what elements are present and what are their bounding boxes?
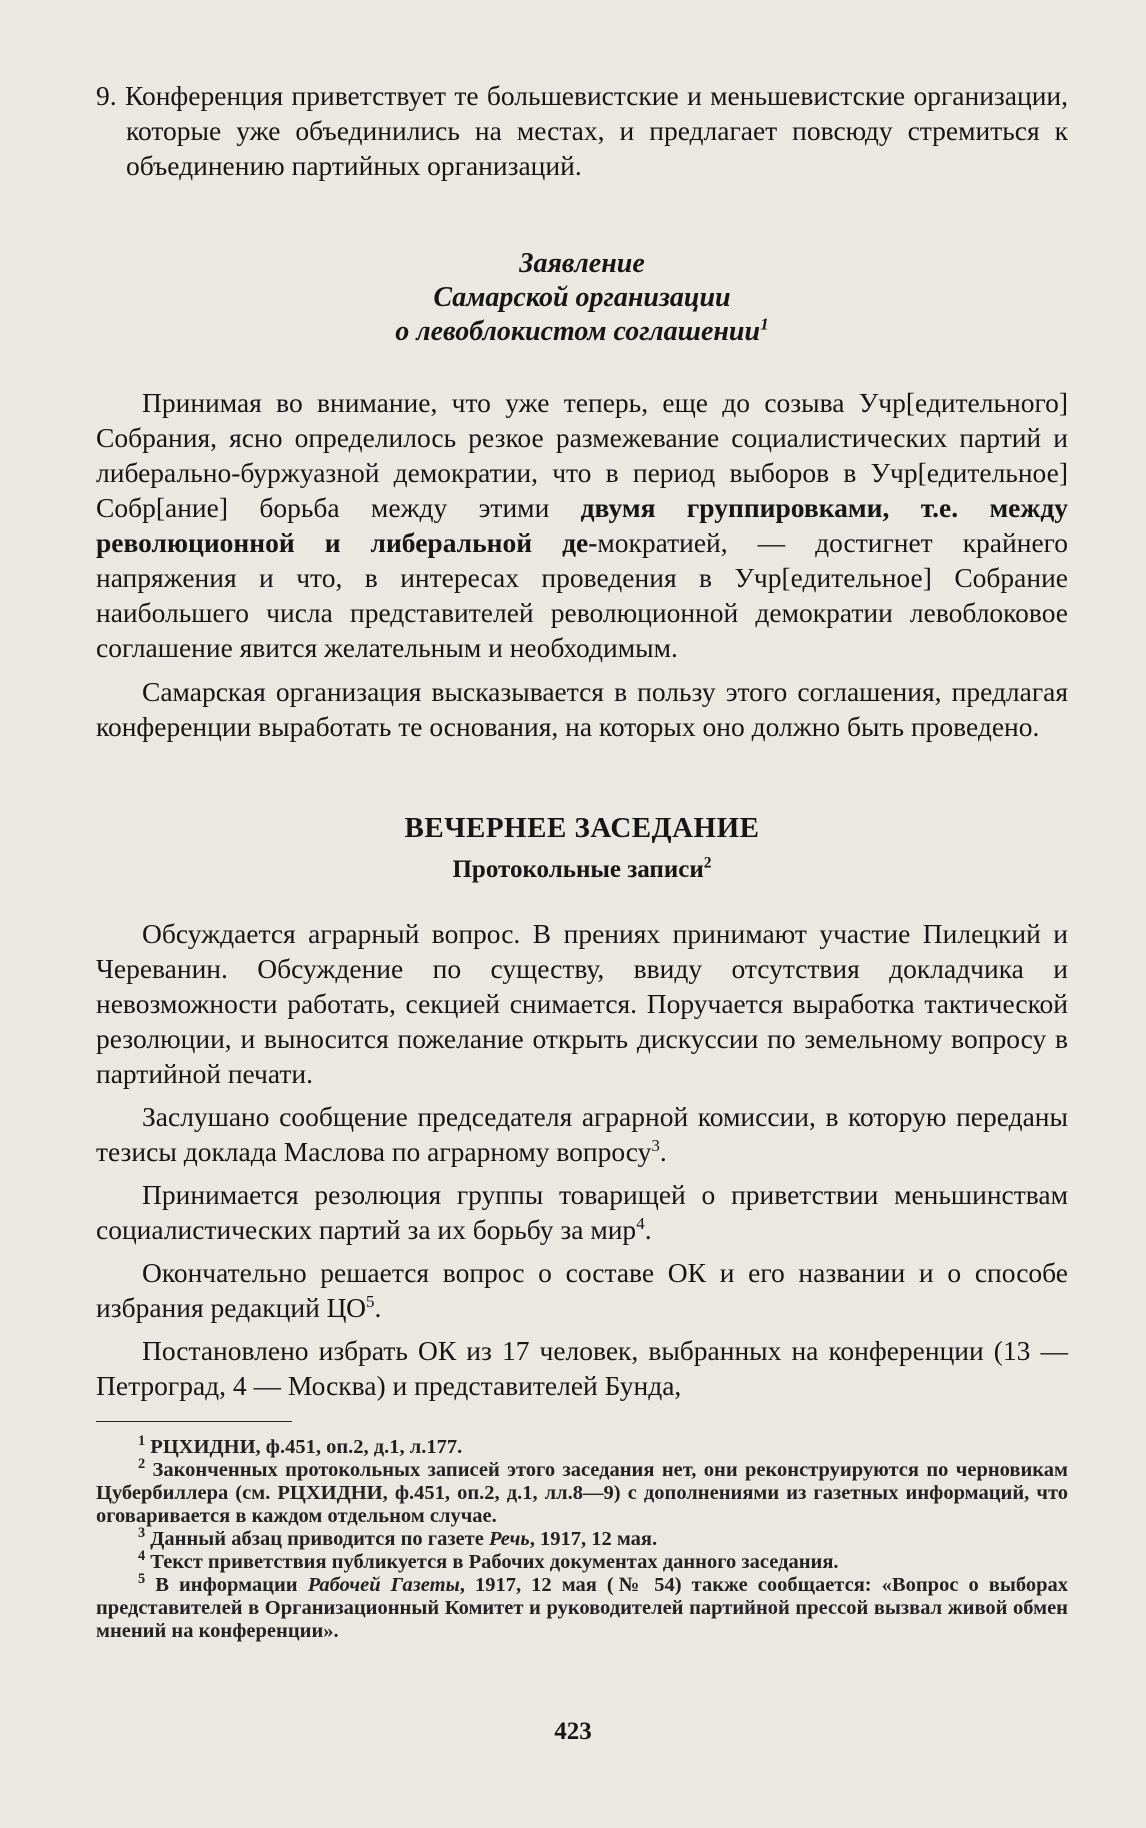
footnote-ref-4: 4 [636,1213,645,1233]
statement-paragraph-2: Самарская организация высказывается в пользу этого соглашения, предлагая конференции выработать те основания, на которых оно должно быть проведено. [96,676,1068,742]
statement-p1-part-b: двумя группировками, т.е. между революционной и либеральной де- [96,492,1068,558]
evening-paragraph-4: Окончательно решается вопрос о составе ОК и его названии и о способе избрания редакций $ЦО^5$. [96,1257,1068,1323]
page-number: 423 [554,1718,592,1745]
evening-paragraph-1: Обсуждается аграрный вопрос. В прениях принимают участие Пилецкий и Череванин. Обсуждение по существу, ввиду отсутствия докладчика и невозможности работать, секцией снимается. Поручается выработка тактической резолюции, и выносится пожелание открыть дискуссии по земельному вопросу в партийной печати. [96,918,1068,1089]
statement-title-line-3 [96,315,1068,349]
evening-paragraph-3: Принимается резолюция группы товарищей о приветствии меньшинствам социалистических партий за их борьбу за мир$^4$. [96,1179,1068,1245]
footnote-3-post: , 1917, 12 мая. [529,1528,658,1550]
item-9-paragraph: 9. Конференция приветствует те большевистские и меньшевистские организации, которые уже объединились на местах, и предлагает повсюду стремиться к объединению партийных организаций. [96,80,1068,181]
statement-paragraph-1 [96,385,1068,665]
footnote-ref-2: 2 [703,854,712,872]
footnote-1-text: РЦХИДНИ, ф.451, оп.2, д.1, л.177. [150,1436,463,1458]
protocol-notes-subtitle [96,854,1068,886]
evening-paragraph-2: Заслушано сообщение председателя аграрной комиссии, в которую переданы тезисы доклада Маслова по аграрному вопросу$^3$. [96,1101,1068,1167]
footnote-number-5: 5 [138,1571,146,1588]
footnote-5 [96,1571,1068,1643]
footnote-ref-5: 5 [366,1291,375,1311]
footnote-3 [96,1525,1068,1551]
evening-paragraph-5: Постановлено избрать ОК из 17 человек, выбранных на конференции (13 — Петроград, 4 — Москва) и представителей Бунда, [96,1335,1068,1401]
page-content [96,78,1068,1643]
footnote-5-source: Рабочей Газеты [307,1574,460,1596]
footnote-3-source: Речь [488,1528,530,1550]
footnote-5-post: , 1917, 12 мая (№ 54) также сообщается: «Вопрос о выборах представителей в Организационный Комитет и руководителей партийной прессой вызвал живой обмен мнений на конференции». [96,1574,1068,1642]
footnote-number-1: 1 [138,1433,146,1450]
statement-p1-part-c: мократией, — достигнет крайнего напряжения и что, в интересах проведения в Учр[едительное] Собрание наибольшего числа представителей революционной демократии левоблоковое соглашение явится желательным и необходимым. [96,527,1068,663]
footnote-number-3: 3 [138,1525,146,1542]
evening-p2-text: Заслушано сообщение председателя аграрной комиссии, в которую переданы тезисы доклада Маслова по аграрному вопросу [96,1101,1068,1167]
evening-p4-text: Окончательно решается вопрос о составе ОК и его названии и о способе избрания редакций ЦО [96,1257,1068,1323]
statement-title-line-1: Заявление [519,248,645,279]
footnote-number-2: 2 [138,1456,146,1473]
footnote-5-pre: В информации [155,1574,308,1596]
statement-title-line-2: Самарской организации [433,282,731,313]
footnote-divider [96,1421,292,1422]
footnote-number-4: 4 [138,1548,146,1565]
footnote-2-text: Законченных протокольных записей этого заседания нет, они реконструируются по черновикам Цубербиллера (см. РЦХИДНИ, ф.451, оп.2, д.1, лл.8—9) с дополнениями из газетных информаций, что оговаривается в каждом отдельном случае. [96,1459,1068,1527]
evening-p3-text: Принимается резолюция группы товарищей о приветствии меньшинствам социалистических партий за их борьбу за мир [96,1179,1068,1245]
footnote-ref-1: 1 [760,314,769,334]
footnote-3-pre: Данный абзац приводится по газете [150,1528,489,1550]
footnote-ref-3: 3 [651,1135,660,1155]
footnote-4 [96,1548,1068,1574]
footnote-1 [96,1433,1068,1459]
footnote-2 [96,1456,1068,1528]
statement-title-text: о левоблокистом соглашении [395,316,761,347]
protocol-notes-text: Протокольные записи [452,856,704,883]
statement-p1-part-a: Принимая во внимание, что уже теперь, еще до созыва Учр[едительного] Собрания, ясно определилось резкое размежевание социалистических партий и либерально-буржуазной демократии, что в период выборов в Учр[едительное] Собр[ание] борьба между этими [96,387,1068,523]
footnote-4-text: Текст приветствия публикуется в Рабочих документах данного заседания. [150,1551,839,1573]
evening-session-title: ВЕЧЕРНЕЕ ЗАСЕДАНИЕ [404,812,760,844]
